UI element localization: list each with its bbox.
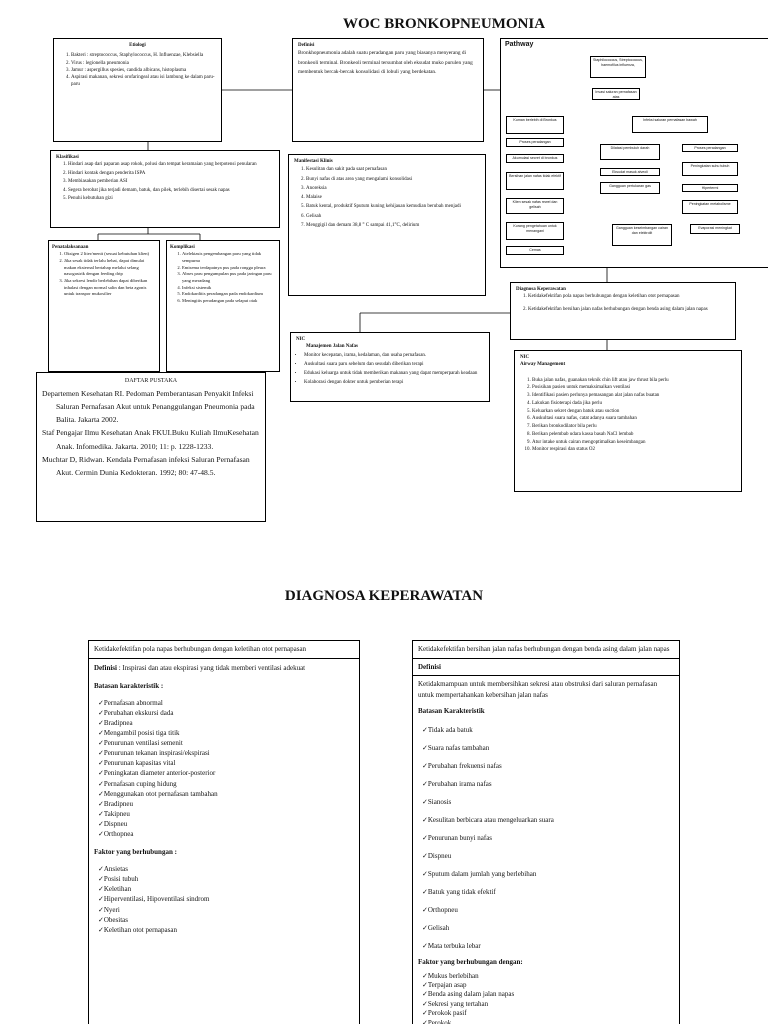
faktor-item: ✓ Benda asing dalam jalan napas <box>422 990 674 999</box>
faktor-item: ✓ Keletihan otot pernapasan <box>98 925 354 935</box>
manifestasi-item: 1. Kesulitan dan sakit pada saat pernafasan <box>306 165 480 174</box>
klasifikasi-item: 5. Penuhi kebutuhan gizi <box>68 195 274 204</box>
nic2-item: 6. Auskultasi suara nafas, catat adanya suara tambahan <box>532 415 736 423</box>
diagnosa-right-batasan-label: Batasan Karakteristik <box>418 707 485 715</box>
batasan-item: ✓ Perubahan irama nafas <box>422 775 674 793</box>
batasan-item: ✓ Mengambil posisi tiga titik <box>98 728 354 738</box>
diagnosa-left-batasan-label: Batasan karakteristik : <box>94 682 164 690</box>
klasifikasi-item: 2. Hindari kontak dengan penderita ISPA <box>68 170 274 179</box>
diagnosa-right-definisi: Ketidakmampuan untuk membersihkan sekresi atau obstruksi dari saluran pernafasan untuk mempertahankan kebersihan jalan nafas <box>418 680 658 699</box>
diagnosa-right-definisi-label: Definisi <box>418 662 441 671</box>
komplikasi-box <box>166 240 280 372</box>
etiologi-item: 2. Virus : legionella pneumonia <box>71 60 216 67</box>
batasan-item: ✓ Penurunan kapasitas vital <box>98 758 354 768</box>
nic2-subheading: Airway Management <box>520 362 566 368</box>
faktor-item: ✓ Keletihan <box>98 884 354 894</box>
batasan-item: ✓ Takipneu <box>98 809 354 819</box>
komplikasi-item: 6. Meningitis peradangan pada selaput otak <box>182 298 276 305</box>
etiologi-box <box>53 38 222 142</box>
reference-item: Staf Pengajar Ilmu Kesehatan Anak FKUI.Buku Kuliah IlmuKesehatan Anak. Infomedika. Jakarta. 2010; 11: p. 1228-1233. <box>42 428 259 451</box>
pathway-node-mid: Gangguan keseimbangan cairan dan elektrolit <box>612 224 672 246</box>
klasifikasi-item: 4. Segera berobat jika terjadi demam, batuk, dan pilek, terlebih disertai sesak napas <box>68 187 274 196</box>
manifestasi-item: 7. Menggigil dan demam 38,8 ° C sampai 41,1°C, delirium <box>306 221 480 230</box>
section-title: DIAGNOSA KEPERAWATAN <box>284 588 484 604</box>
pathway-node-infeksi: Infeksi saluran pernafasan bawah <box>632 116 708 133</box>
penatalaksanaan-box <box>48 240 160 372</box>
pathway-node-invasi: Invasi saluran pernafasan atas <box>592 88 640 100</box>
nic-airway-box <box>514 350 742 492</box>
batasan-item: ✓ Orthopnea <box>98 829 354 839</box>
daftar-pustaka-box <box>36 372 266 522</box>
pathway-node-left: Cemas <box>506 246 564 255</box>
manifestasi-item: 4. Malaise <box>306 193 480 202</box>
etiologi-item: 4. Aspirasi makanan, sekresi orofaringeal atau isi lambung ke dalam paru-paru <box>71 74 216 89</box>
page-title: WOC BRONKOPNEUMONIA <box>342 16 546 32</box>
manifestasi-item: 5. Batuk kental, produktif Sputum kuning kehijauan kemudian berubah menjadi <box>306 202 480 211</box>
batasan-item: ✓ Kesulitan berbicara atau mengeluarkan suara <box>422 811 674 829</box>
batasan-item: ✓ Sianosis <box>422 793 674 811</box>
pathway-node-left: Akumulasi secret di bronkus <box>506 154 564 163</box>
definisi-box <box>292 38 484 142</box>
nic1-item: • Monitor kecepatan, irama, kedalaman, dan usaha pernafasan. <box>304 351 484 360</box>
faktor-item: ✓ Nyeri <box>98 905 354 915</box>
pathway-node-right: Peningkatan metabolisme <box>682 200 738 214</box>
batasan-item: ✓ Orthopneu <box>422 901 674 919</box>
reference-item: Departemen Kesehatan RI. Pedoman Pemberantasan Penyakit Infeksi Saluran Pernafasan Akut untuk Penanggulangan Pneumonia pada Balita. Jakarta 2002. <box>42 388 255 425</box>
pathway-node-left: Proses peradangan <box>506 138 564 147</box>
pathway-node-mid: Eksudat masuk alveoli <box>600 168 660 176</box>
klasifikasi-heading: Klasifikasi <box>56 155 79 160</box>
definisi-text: Bronkhopneumonia adalah suatu peradangan paru yang biasanya menyerang di bronkeoli terminal. Bronkeoli terminal tersumbat oleh eksudat muko purulen yang membentuk bercak-bercak konsolidasi di lobuli yang berdekatan. <box>298 50 473 76</box>
batasan-item: ✓ Penurunan tekanan inspirasi/ekspirasi <box>98 748 354 758</box>
manifestasi-item: 3. Anoreksia <box>306 184 480 193</box>
manifestasi-box <box>288 154 486 296</box>
nic1-item: • Auskultasi suara paru sebelum dan sesudah diberikan terapi <box>304 360 484 369</box>
nic2-item: 3. Identifikasi pasien perlunya pemasangan alat jalan nafas buatan <box>532 392 736 400</box>
batasan-item: ✓ Perubahan ekskursi dada <box>98 708 354 718</box>
penatalaksanaan-item: 1. Oksigen 2 liter/menit (sesuai kebutuhan klien) <box>64 251 156 258</box>
pathway-node-mid: Gangguan pertukaran gas <box>600 182 660 194</box>
batasan-item: ✓ Peningkatan diameter anterior-posterior <box>98 768 354 778</box>
batasan-item: ✓ Menggunakan otot pernafasan tambahan <box>98 789 354 799</box>
pathway-node-right: Evaporasi meningkat <box>690 224 740 234</box>
diagnosa-pola-napas-box <box>88 640 360 1024</box>
batasan-item: ✓ Bradipneu <box>98 799 354 809</box>
batasan-item: ✓ Penurunan bunyi nafas <box>422 829 674 847</box>
reference-item: Muchtar D, Ridwan. Kendala Pernafasan infeksi Saluran Pernafasan Akut. Cermin Dunia Kedokteran. 1992; 80: 47-48.5. <box>42 454 250 478</box>
batasan-item: ✓ Suara nafas tambahan <box>422 739 674 757</box>
pathway-node-mid: Dilatasi pembuluh darah <box>600 144 660 160</box>
komplikasi-item: 1. Atelektasis pengembangan paru yang tidak sempurna <box>182 251 276 264</box>
batasan-item: ✓ Mata terbuka lebar <box>422 937 674 955</box>
pathway-node-top: Staphilococcus, Streptococcus, haemofilus influenza, <box>590 56 646 78</box>
komplikasi-item: 5. Endokarditis peradangan pada endokardium <box>182 291 276 298</box>
klasifikasi-box <box>50 150 280 228</box>
klasifikasi-item: 3. Membiasakan pemberian ASI <box>68 178 274 187</box>
pathway-node-right: Proses peradangan <box>682 144 738 152</box>
nic-jalan-nafas-box <box>290 332 490 402</box>
nic1-item: • Kolaborasi dengan dokter untuk pemberian terapi <box>304 378 484 387</box>
diagnosa-summary-box <box>510 282 736 340</box>
diagnosa-left-title: Ketidakefektifan pola napas berhubungan dengan keletihan otot pernapasan <box>89 641 359 659</box>
batasan-item: ✓ Penurunan ventilasi semenit <box>98 738 354 748</box>
nic2-item: 2. Posisikan pasien untuk memaksimalkan ventilasi <box>532 384 736 392</box>
diagnosa-left-faktor-label: Faktor yang berhubungan : <box>94 848 177 857</box>
pathway-node-left: Bersihan jalan nafas tidak efektif <box>506 172 564 190</box>
batasan-item: ✓ Batuk yang tidak efektif <box>422 883 674 901</box>
pathway-heading: Pathway <box>505 41 534 48</box>
batasan-item: ✓ Gelisah <box>422 919 674 937</box>
klasifikasi-item: 1. Hindari asap dari paparan asap rokok, polusi dan tempat keramaian yang berpotensi penularan <box>68 161 274 170</box>
etiologi-item: 3. Jamur : aspergillus spesies, candida albicans, histoplasma <box>71 67 216 74</box>
nic2-item: 4. Lakukan fisioterapi dada jika perlu <box>532 400 736 408</box>
diagnosa-right-title: Ketidakefektifan bersihan jalan nafas berhubungan dengan benda asing dalam jalan napas <box>413 641 679 659</box>
etiologi-heading: Etiologi <box>129 43 146 48</box>
batasan-item: ✓ Perubahan frekuensi nafas <box>422 757 674 775</box>
penatalaksanaan-item: 2. Jika sesak tidak terlalu hebat, dapat dimulai makan eksternal bertahap melalui selang nasogastrik dengan feeding drip <box>64 258 156 278</box>
batasan-item: ✓ Tidak ada batuk <box>422 721 674 739</box>
manifestasi-item: 6. Gelisah <box>306 212 480 221</box>
faktor-item: ✓ Terpajan asap <box>422 981 674 990</box>
komplikasi-item: 2. Emisema terdapatnya pus pada rongga pleura <box>182 265 276 272</box>
manifestasi-heading: Manifestasi Klinis <box>294 159 333 164</box>
nic2-item: 1. Buka jalan nafas, guanakan teknik chin lift atau jaw thrust bila perlu <box>532 377 736 385</box>
faktor-item: ✓ Perokok pasif <box>422 1009 674 1018</box>
faktor-item: ✓ Sekresi yang tertahan <box>422 1000 674 1009</box>
batasan-item: ✓ Bradipnea <box>98 718 354 728</box>
nic2-item: 8. Berikan pelembab udara kassa basah NaCl lembab <box>532 431 736 439</box>
manifestasi-item: 2. Bunyi nafas di atas area yang mengalami konsolidasi <box>306 175 480 184</box>
batasan-item: ✓ Dispneu <box>422 847 674 865</box>
diagnosa-left-definisi: Definisi : Inspirasi dan atau ekspirasi yang tidak memberi ventilasi adekuat <box>94 663 306 672</box>
diagnosa-summary-item: 1. Ketidakefektifan pola napas berhubungan dengan keletihan otot pernapasan <box>528 293 730 302</box>
pathway-node-left: Klien sesak nafas rewel dan gelisah <box>506 198 564 214</box>
nic2-item: 9. Atur intake untuk cairan mengoptimalkan keseimbangan <box>532 439 736 447</box>
nic2-item: 7. Berikan bronkodilator bila perlu <box>532 423 736 431</box>
faktor-item: ✓ Posisi tubuh <box>98 874 354 884</box>
diagnosa-summary-heading: Diagnosa Keperawatan <box>516 287 566 292</box>
pathway-node-right: Hipertermi <box>682 184 738 192</box>
diagnosa-right-faktor-label: Faktor yang berhubungan dengan: <box>418 958 523 967</box>
daftar-pustaka-heading: DAFTAR PUSTAKA <box>124 378 178 384</box>
komplikasi-item: 3. Abses paru pengumpulan pus pada jaringan paru yang meradang <box>182 271 276 284</box>
nic2-item: 10. Monitor respirasi dan status O2 <box>532 446 736 454</box>
faktor-item: ✓ Obesitas <box>98 915 354 925</box>
penatalaksanaan-heading: Penatalaksanaan <box>52 245 89 250</box>
nic1-item: • Edukasi keluarga untuk tidak memberikan makanan yang dapat memperparah keadaan <box>304 369 484 378</box>
penatalaksanaan-item: 3. Jika sekresi lendir berlebihan dapat diberikan inhalasi dengan normal salin dan beta agonis untuk transpor mukosilier <box>64 278 156 298</box>
pathway-node-left: Kuman berlebih di Bronkus <box>506 116 564 134</box>
batasan-item: ✓ Pernafasan cuping hidung <box>98 779 354 789</box>
nic2-item: 5. Keluarkan sekret dengan batuk atau suction <box>532 408 736 416</box>
nic1-heading: NIC <box>296 337 306 342</box>
diagnosa-bersihan-jalan-nafas-box <box>412 640 680 1024</box>
batasan-item: ✓ Pernafasan abnormal <box>98 698 354 708</box>
etiologi-item: 1. Bakteri : streptococcus, Staphylococcus, H. Influenzae, Klebsiella <box>71 52 216 59</box>
nic2-heading: NIC <box>520 355 530 360</box>
diagnosa-summary-item: 2. Ketidakefektifan bersihan jalan nafas berhubungan dengan benda asing dalam jalan napas <box>528 306 730 315</box>
nic1-subheading: Manajemen Jalan Nafas <box>306 344 358 350</box>
komplikasi-heading: Komplikasi <box>170 245 195 250</box>
faktor-item: ✓ Ansietas <box>98 864 354 874</box>
batasan-item: ✓ Dispneu <box>98 819 354 829</box>
faktor-item: ✓ Hiperventilasi, Hipoventilasi sindrom <box>98 894 354 904</box>
faktor-item: ✓ Perokok <box>422 1019 674 1024</box>
komplikasi-item: 4. Infeksi sistemik <box>182 285 276 292</box>
faktor-item: ✓ Mukus berlebihan <box>422 972 674 981</box>
pathway-node-left: Kurang pengetahuan untuk menangani <box>506 222 564 240</box>
batasan-item: ✓ Sputum dalam jumlah yang berlebihan <box>422 865 674 883</box>
pathway-node-right: Peningkatan suhu tubuh <box>682 162 738 176</box>
definisi-heading: Definisi <box>298 43 315 48</box>
